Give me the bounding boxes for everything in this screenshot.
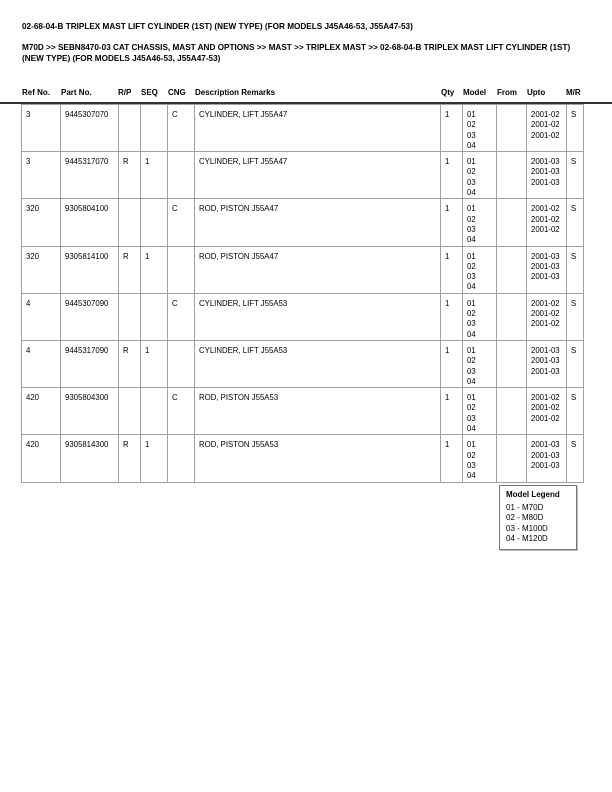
cell-ref-no: 4 (22, 293, 61, 340)
col-model: Model (463, 88, 487, 97)
col-rp: R/P (118, 88, 132, 97)
cell-seq: 1 (141, 152, 168, 199)
cell-description: CYLINDER, LIFT J55A53 (195, 293, 441, 340)
cell-model: 01 02 03 04 (463, 152, 497, 199)
cell-upto: 2001-02 2001-02 2001-02 (527, 105, 567, 152)
cell-qty: 1 (441, 435, 463, 482)
cell-upto: 2001-03 2001-03 2001-03 (527, 435, 567, 482)
cell-from (497, 340, 527, 387)
legend-item: 02 - M80D (506, 513, 544, 522)
table-row (22, 293, 584, 340)
col-qty: Qty (441, 88, 455, 97)
cell-qty: 1 (441, 246, 463, 293)
cell-model: 01 02 03 04 (463, 246, 497, 293)
cell-part-no: 9305804100 (61, 199, 119, 246)
col-from: From (497, 88, 517, 97)
cell-qty: 1 (441, 152, 463, 199)
cell-rp: R (119, 435, 141, 482)
cell-from (497, 246, 527, 293)
cell-description: ROD, PISTON J55A53 (195, 388, 441, 435)
cell-model: 01 02 03 04 (463, 388, 497, 435)
cell-part-no: 9445317090 (61, 340, 119, 387)
cell-cng (168, 340, 195, 387)
cell-mr: S (567, 435, 584, 482)
table-header (0, 86, 612, 102)
legend-item: 04 - M120D (506, 534, 548, 543)
cell-part-no: 9305814100 (61, 246, 119, 293)
cell-part-no: 9445317070 (61, 152, 119, 199)
table-row (22, 246, 584, 293)
cell-upto: 2001-02 2001-02 2001-02 (527, 293, 567, 340)
cell-seq: 1 (141, 340, 168, 387)
col-seq: SEQ (141, 88, 158, 97)
cell-model: 01 02 03 04 (463, 435, 497, 482)
cell-ref-no: 3 (22, 152, 61, 199)
cell-qty: 1 (441, 340, 463, 387)
cell-part-no: 9445307070 (61, 105, 119, 152)
cell-cng (168, 246, 195, 293)
parts-table (21, 104, 584, 483)
cell-seq (141, 388, 168, 435)
cell-rp (119, 293, 141, 340)
cell-rp (119, 388, 141, 435)
table-row (22, 340, 584, 387)
cell-upto: 2001-03 2001-03 2001-03 (527, 152, 567, 199)
cell-ref-no: 320 (22, 199, 61, 246)
cell-description: CYLINDER, LIFT J55A47 (195, 152, 441, 199)
col-cng: CNG (168, 88, 186, 97)
model-legend (499, 485, 577, 550)
cell-seq (141, 293, 168, 340)
table-row (22, 152, 584, 199)
table-row (22, 388, 584, 435)
col-part-no: Part No. (61, 88, 92, 97)
col-upto: Upto (527, 88, 546, 97)
cell-rp: R (119, 152, 141, 199)
cell-mr: S (567, 388, 584, 435)
cell-rp (119, 105, 141, 152)
cell-from (497, 199, 527, 246)
cell-model: 01 02 03 04 (463, 199, 497, 246)
cell-cng: C (168, 199, 195, 246)
cell-ref-no: 4 (22, 340, 61, 387)
cell-mr: S (567, 293, 584, 340)
cell-description: ROD, PISTON J55A53 (195, 435, 441, 482)
cell-from (497, 388, 527, 435)
cell-cng: C (168, 388, 195, 435)
cell-from (497, 152, 527, 199)
table-row (22, 435, 584, 482)
cell-mr: S (567, 199, 584, 246)
legend-item: 01 - M70D (506, 502, 544, 512)
legend-title: Model Legend (506, 490, 560, 499)
cell-cng: C (168, 105, 195, 152)
cell-part-no: 9305814300 (61, 435, 119, 482)
cell-ref-no: 3 (22, 105, 61, 152)
cell-mr: S (567, 246, 584, 293)
table-row (22, 105, 584, 152)
cell-seq: 1 (141, 435, 168, 482)
col-ref-no: Ref No. (22, 88, 50, 97)
cell-cng (168, 152, 195, 199)
cell-ref-no: 420 (22, 388, 61, 435)
cell-model: 01 02 03 04 (463, 340, 497, 387)
cell-upto: 2001-02 2001-02 2001-02 (527, 199, 567, 246)
legend-item: 03 - M100D (506, 523, 548, 533)
cell-ref-no: 320 (22, 246, 61, 293)
col-description: Description Remarks (195, 88, 276, 97)
cell-rp (119, 199, 141, 246)
cell-from (497, 293, 527, 340)
cell-mr: S (567, 340, 584, 387)
cell-cng (168, 435, 195, 482)
cell-ref-no: 420 (22, 435, 61, 482)
cell-description: CYLINDER, LIFT J55A47 (195, 105, 441, 152)
table-row (22, 199, 584, 246)
cell-description: ROD, PISTON J55A47 (195, 199, 441, 246)
cell-qty: 1 (441, 388, 463, 435)
cell-part-no: 9445307090 (61, 293, 119, 340)
cell-description: ROD, PISTON J55A47 (195, 246, 441, 293)
cell-upto: 2001-03 2001-03 2001-03 (527, 246, 567, 293)
cell-mr: S (567, 152, 584, 199)
cell-cng: C (168, 293, 195, 340)
cell-from (497, 105, 527, 152)
cell-description: CYLINDER, LIFT J55A53 (195, 340, 441, 387)
cell-seq: 1 (141, 246, 168, 293)
cell-upto: 2001-03 2001-03 2001-03 (527, 340, 567, 387)
cell-qty: 1 (441, 199, 463, 246)
cell-mr: S (567, 105, 584, 152)
cell-qty: 1 (441, 105, 463, 152)
cell-qty: 1 (441, 293, 463, 340)
cell-rp: R (119, 340, 141, 387)
cell-from (497, 435, 527, 482)
cell-rp: R (119, 246, 141, 293)
cell-model: 01 02 03 04 (463, 105, 497, 152)
cell-seq (141, 199, 168, 246)
cell-upto: 2001-02 2001-02 2001-02 (527, 388, 567, 435)
cell-part-no: 9305804300 (61, 388, 119, 435)
page-title: 02-68-04-B TRIPLEX MAST LIFT CYLINDER (1ST) (NEW TYPE) (FOR MODELS J45A46-53, J55A47-53) (22, 22, 413, 31)
cell-model: 01 02 03 04 (463, 293, 497, 340)
col-mr: M/R (566, 88, 581, 97)
breadcrumb: M70D >> SEBN8470-03 CAT CHASSIS, MAST AND OPTIONS >> MAST >> TRIPLEX MAST >> 02-68-04-B TRIPLEX MAST LIFT CYLINDER (1ST) (NEW TYPE) (FOR MODELS J45A46-53, J55A47-53) (22, 43, 571, 63)
cell-seq (141, 105, 168, 152)
